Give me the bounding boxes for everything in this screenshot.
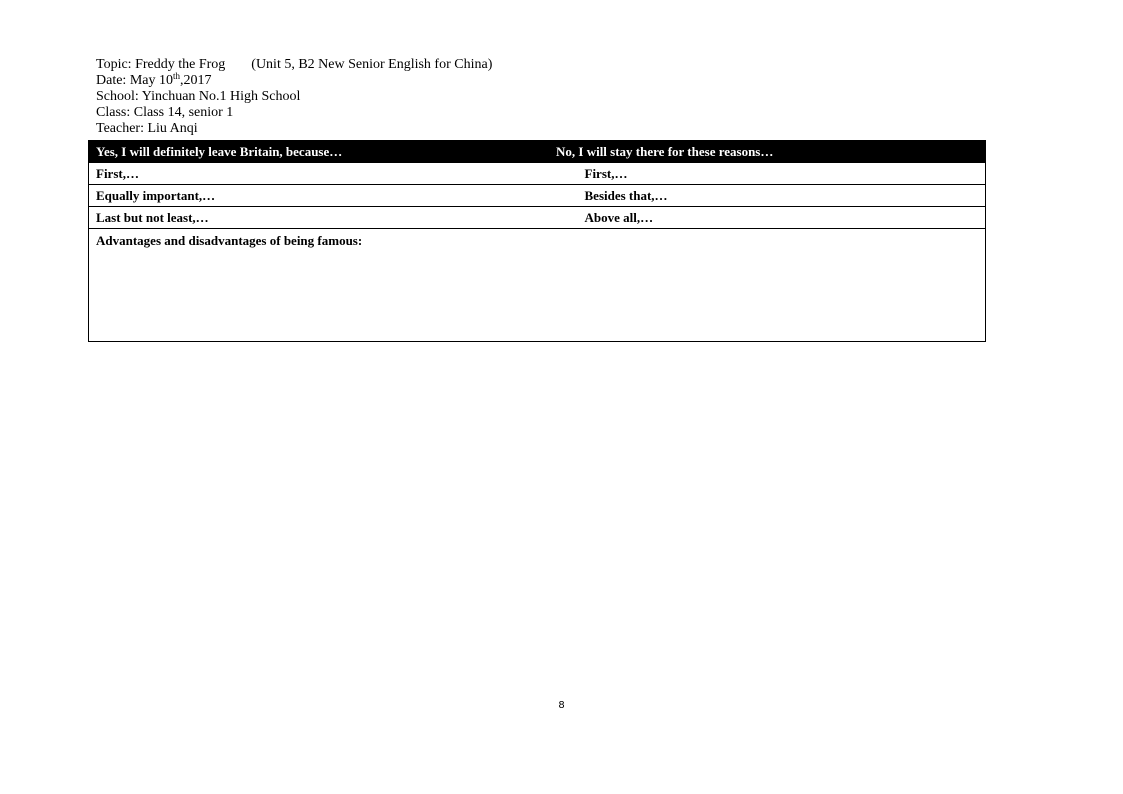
header-cell-leave: Yes, I will definitely leave Britain, because… [89, 141, 549, 163]
row-2-left: Equally important,… [89, 185, 549, 207]
table-row [89, 163, 986, 185]
row-1-right: First,… [549, 163, 986, 185]
unit-text: (Unit 5, B2 New Senior English for China) [251, 57, 493, 72]
date-prefix: Date: May 10 [96, 73, 173, 88]
teacher-line: Teacher: Liu Anqi [96, 121, 198, 136]
table-row [89, 207, 986, 229]
document-header [96, 57, 492, 137]
advantages-cell: Advantages and disadvantages of being famous: [89, 229, 986, 342]
table-row-advantages [89, 229, 986, 342]
row-1-left: First,… [89, 163, 549, 185]
header-cell-stay: No, I will stay there for these reasons… [549, 141, 986, 163]
date-ordinal: th [172, 71, 180, 81]
topic-line [96, 57, 492, 73]
school-line: School: Yinchuan No.1 High School [96, 89, 301, 104]
row-3-left: Last but not least,… [89, 207, 549, 229]
table-header-row [89, 141, 986, 163]
topic-text: Topic: Freddy the Frog [96, 57, 226, 72]
page-number: 8 [558, 700, 565, 711]
row-3-right: Above all,… [549, 207, 986, 229]
date-line [96, 73, 492, 89]
date-suffix: ,2017 [180, 73, 212, 88]
class-line: Class: Class 14, senior 1 [96, 105, 234, 120]
row-2-right: Besides that,… [549, 185, 986, 207]
table-row [89, 185, 986, 207]
worksheet-table [88, 140, 986, 342]
